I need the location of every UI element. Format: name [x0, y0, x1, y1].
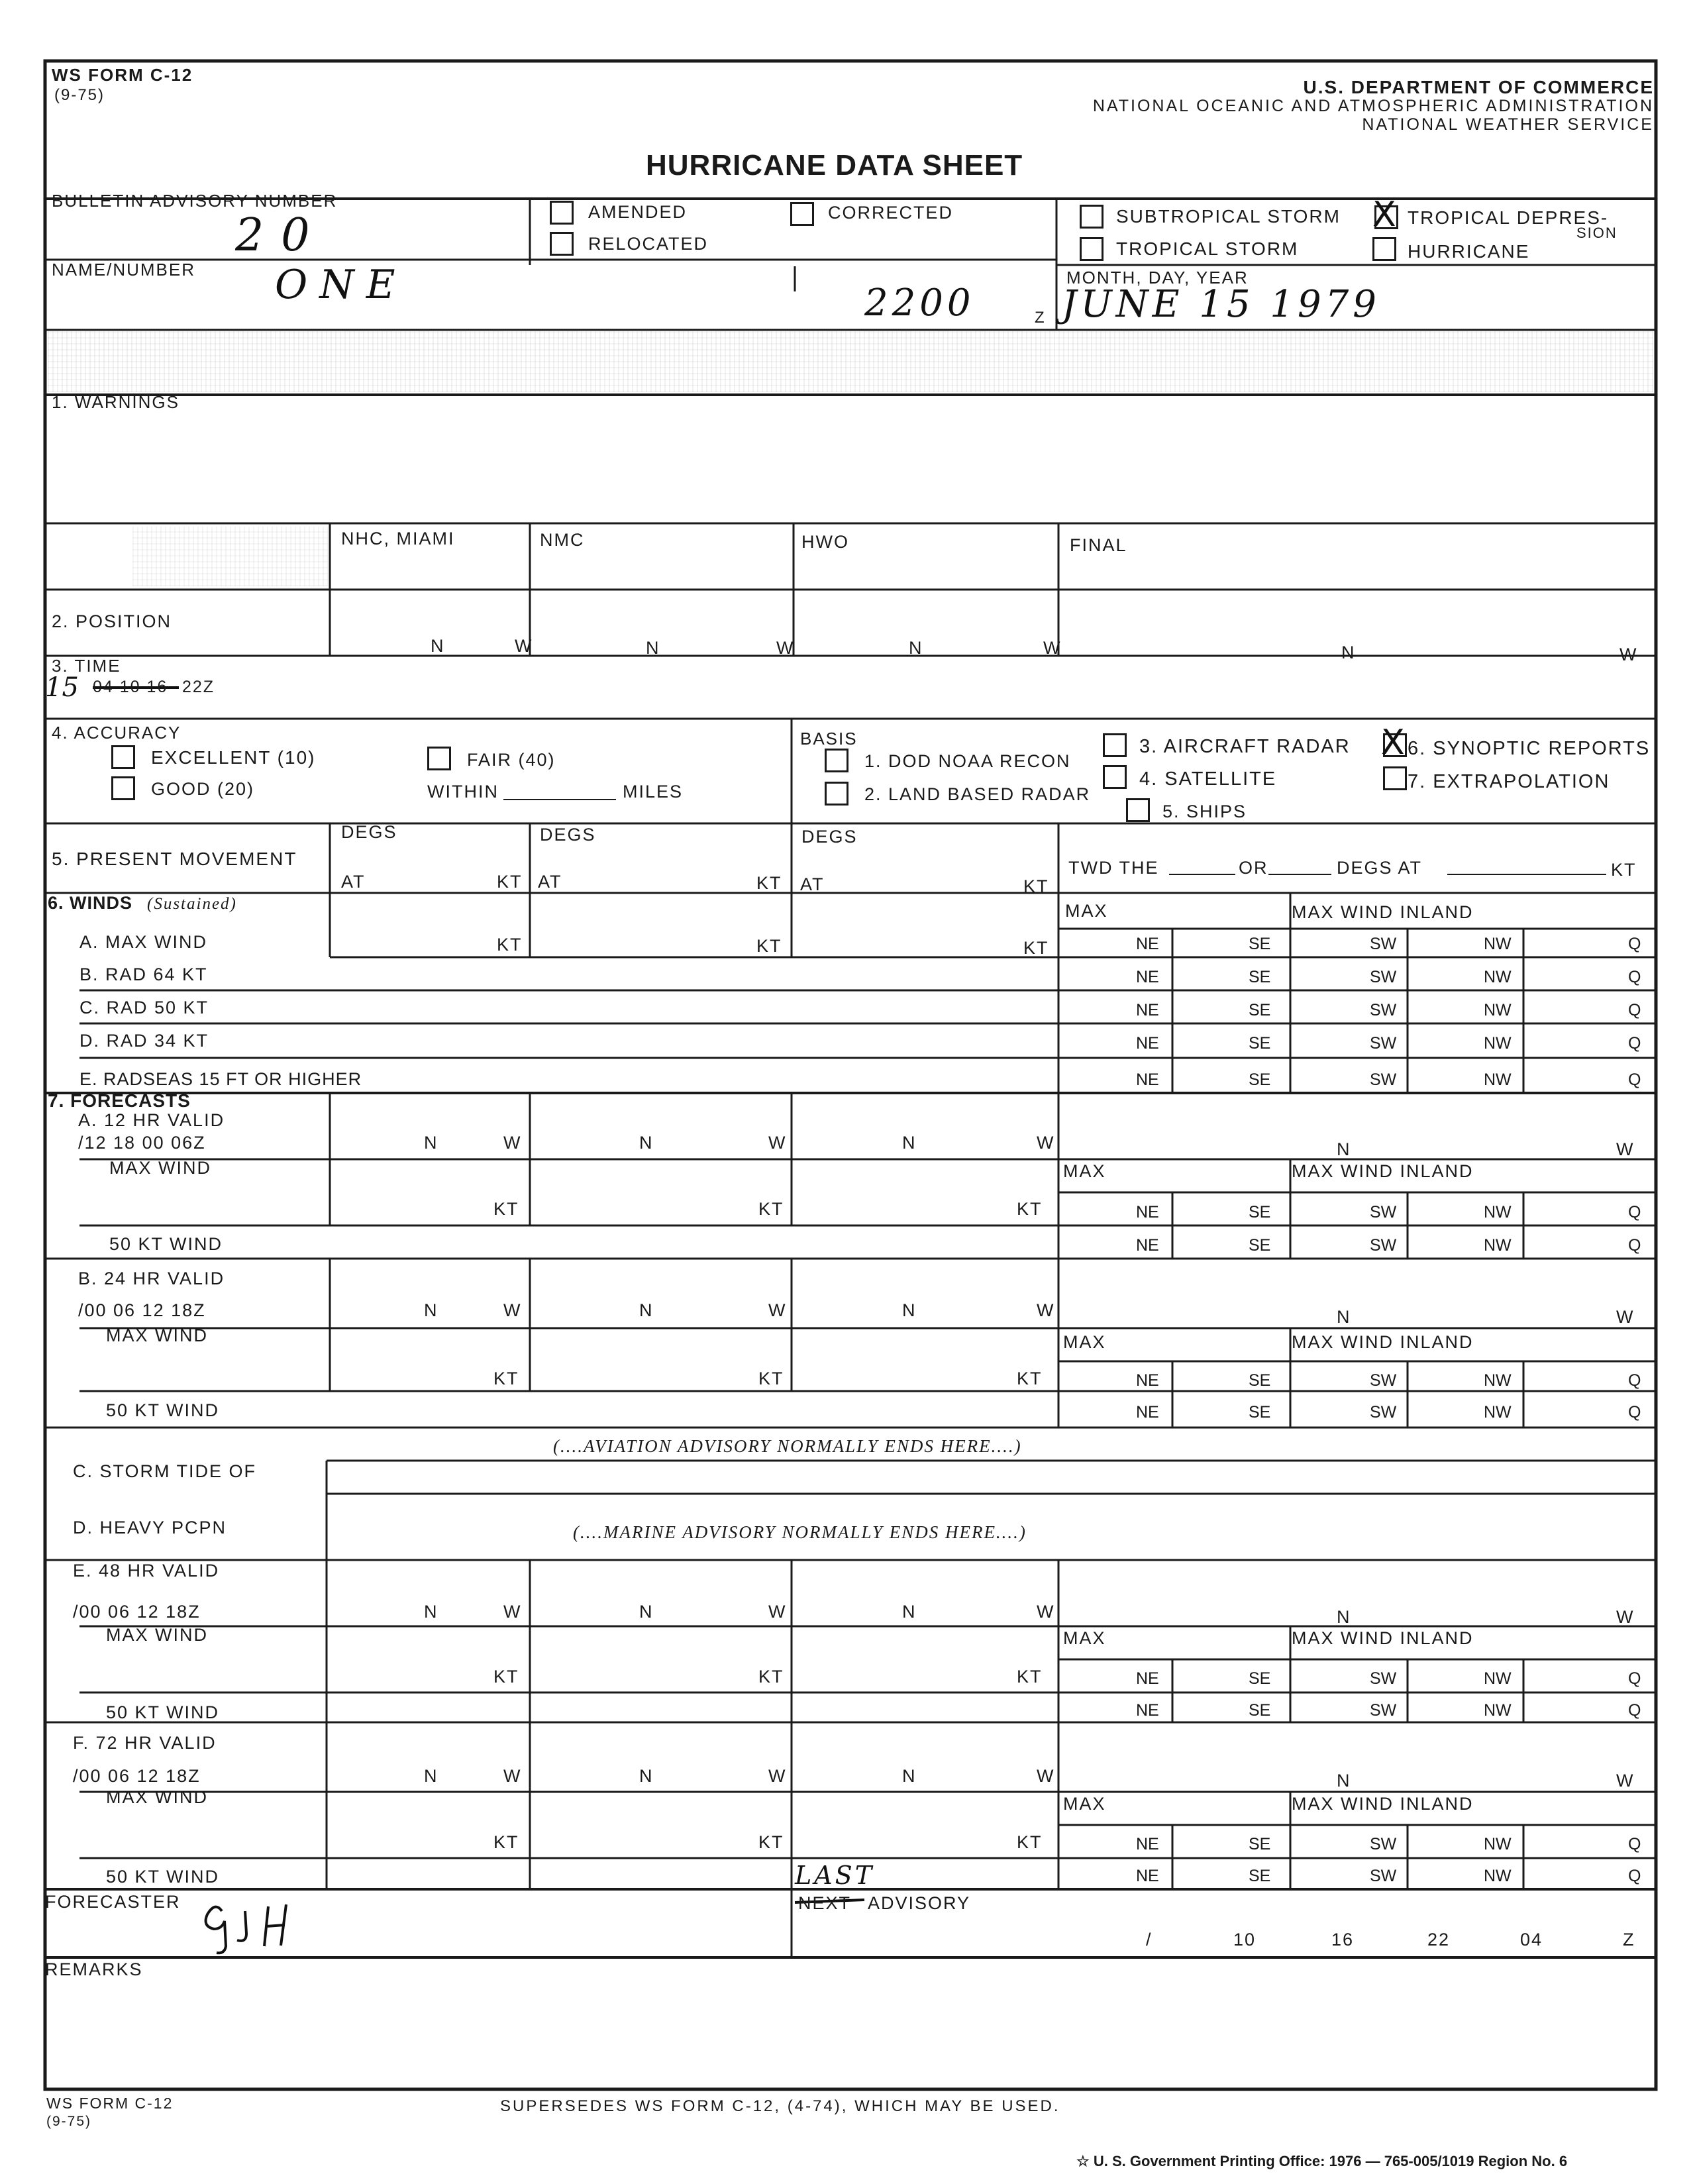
fc-b-w3: W [1037, 1300, 1055, 1320]
position-label: 2. POSITION [52, 611, 172, 631]
fc-f-n2: N [639, 1766, 654, 1786]
winds-row-2-ne: NE [1136, 968, 1159, 986]
fc-e-50kt-row-nw: NW [1484, 1701, 1512, 1720]
fcst-a-50kt: 50 KT WIND [109, 1234, 223, 1254]
satellite-label: 4. SATELLITE [1139, 768, 1277, 790]
aviation-note: (....AVIATION ADVISORY NORMALLY ENDS HERE....) [553, 1436, 1022, 1456]
service-name: NATIONAL WEATHER SERVICE [1362, 115, 1654, 134]
fair-label: FAIR (40) [467, 750, 556, 770]
tropical-storm-checkbox[interactable] [1080, 237, 1104, 261]
bulletin-label: BULLETIN ADVISORY NUMBER [52, 191, 338, 211]
fc-e-n4: N [1337, 1607, 1351, 1627]
fc-e-kt-row-nw: NW [1484, 1669, 1512, 1688]
fc-b-kt-row-sw: SW [1370, 1371, 1397, 1390]
fc-b-kt1: KT [493, 1369, 519, 1388]
name-number-label: NAME/NUMBER [52, 260, 196, 280]
kt-twd: KT [1611, 860, 1637, 880]
fc-a-50kt-row-q: Q [1628, 1236, 1641, 1255]
twd-label: TWD THE [1068, 858, 1159, 878]
fc-e-kt-row-se: SE [1249, 1669, 1271, 1688]
fc-f-50kt-row-sw: SW [1370, 1867, 1397, 1885]
corrected-checkbox[interactable] [790, 202, 814, 226]
synoptic-checked-mark: X [1381, 723, 1405, 762]
accuracy-label: 4. ACCURACY [52, 723, 181, 743]
miles-label: MILES [623, 782, 684, 802]
winds-row-3-q: Q [1628, 1001, 1641, 1019]
degs-1: DEGS [341, 822, 397, 842]
max-wind-kt-3: KT [1023, 938, 1049, 958]
winds-row-4-nw: NW [1484, 1034, 1512, 1053]
winds-row-2-sw: SW [1370, 968, 1397, 986]
kt-3: KT [1023, 876, 1049, 896]
pos-n-3: N [909, 638, 923, 658]
good-label: GOOD (20) [151, 779, 255, 799]
fc-f-kt1: KT [493, 1832, 519, 1852]
heavy-pcpn-label: D. HEAVY PCPN [73, 1518, 227, 1537]
time-label: 3. TIME [52, 656, 121, 676]
fcst-f-time: /00 06 12 18Z [73, 1766, 201, 1786]
ships-label: 5. SHIPS [1162, 802, 1247, 821]
kt-1: KT [497, 872, 523, 892]
fc-e-max-inland: MAX WIND INLAND [1292, 1628, 1474, 1648]
page-title: HURRICANE DATA SHEET [646, 149, 1023, 182]
fc-b-kt-row-se: SE [1249, 1371, 1271, 1390]
fcst-f-50kt: 50 KT WIND [106, 1867, 220, 1887]
pos-w-3: W [1043, 638, 1062, 658]
radseas-label: E. RADSEAS 15 FT OR HIGHER [79, 1069, 362, 1089]
movement-label: 5. PRESENT MOVEMENT [52, 849, 297, 869]
remarks-label: REMARKS [45, 1959, 143, 1979]
max-wind-label: A. MAX WIND [79, 932, 208, 952]
supersedes-note: SUPERSEDES WS FORM C-12, (4-74), WHICH MAY BE USED. [500, 2097, 1060, 2115]
winds-row-4-sw: SW [1370, 1034, 1397, 1053]
winds-sustained: (Sustained) [147, 895, 237, 913]
fc-f-max: MAX [1063, 1794, 1106, 1814]
winds-row-1-sw: SW [1370, 935, 1397, 953]
nmc-label: NMC [540, 530, 585, 550]
pos-n-2: N [646, 638, 660, 658]
extrapolation-label: 7. EXTRAPOLATION [1408, 771, 1610, 792]
adv-t10: 10 [1233, 1930, 1257, 1950]
degs-at-label: DEGS AT [1337, 858, 1423, 878]
satellite-checkbox[interactable] [1103, 765, 1127, 789]
time-struck-hours: 04 10 16 [93, 678, 168, 696]
fc-b-50kt-row-ne: NE [1136, 1403, 1159, 1422]
winds-row-1-nw: NW [1484, 935, 1512, 953]
forecasts-label: 7. FORECASTS [48, 1090, 191, 1111]
tropical-storm-label: TROPICAL STORM [1116, 238, 1299, 259]
checked-mark: X [1372, 195, 1396, 234]
winds-row-1-ne: NE [1136, 935, 1159, 953]
fc-f-n1: N [424, 1766, 438, 1786]
fc-b-50kt-row-nw: NW [1484, 1403, 1512, 1422]
fc-e-kt3: KT [1017, 1667, 1043, 1687]
pos-w-2: W [776, 638, 795, 658]
fc-f-kt3: KT [1017, 1832, 1043, 1852]
agency-name: NATIONAL OCEANIC AND ATMOSPHERIC ADMINISTRATION [1092, 97, 1654, 115]
max-wind-kt-1: KT [497, 935, 523, 955]
fcst-e-50kt: 50 KT WIND [106, 1702, 220, 1722]
winds-row-5-nw: NW [1484, 1070, 1512, 1089]
fcst-a-max-wind: MAX WIND [109, 1158, 211, 1178]
fc-e-kt2: KT [758, 1667, 784, 1687]
ships-checkbox[interactable] [1126, 798, 1150, 822]
fc-e-n1: N [424, 1602, 438, 1622]
fc-a-n1: N [424, 1133, 438, 1153]
relocated-label: RELOCATED [588, 234, 709, 254]
fc-f-kt-row-se: SE [1249, 1835, 1271, 1853]
fc-a-w4: W [1616, 1139, 1635, 1159]
adv-slash: / [1146, 1930, 1153, 1950]
bulletin-value: 20 [235, 209, 327, 262]
winds-row-2-nw: NW [1484, 968, 1512, 986]
winds-row-4-ne: NE [1136, 1034, 1159, 1053]
winds-row-4-q: Q [1628, 1034, 1641, 1053]
fc-a-kt2: KT [758, 1199, 784, 1219]
advisory-label: ADVISORY [868, 1893, 971, 1913]
fc-a-kt-row-q: Q [1628, 1203, 1641, 1222]
fc-b-max-inland: MAX WIND INLAND [1292, 1332, 1474, 1352]
fc-a-50kt-row-se: SE [1249, 1236, 1271, 1255]
fc-e-kt-row-q: Q [1628, 1669, 1641, 1688]
winds-row-4-se: SE [1249, 1034, 1271, 1053]
winds-row-1-q: Q [1628, 935, 1641, 953]
fc-f-50kt-row-nw: NW [1484, 1867, 1512, 1885]
tropical-depression-label: TROPICAL DEPRES- [1408, 207, 1609, 228]
fc-f-n4: N [1337, 1771, 1351, 1791]
redacted-cell [132, 527, 328, 586]
footer-form-id: WS FORM C-12 [46, 2095, 174, 2112]
dod-recon-checkbox[interactable] [825, 749, 848, 772]
fc-b-n2: N [639, 1300, 654, 1320]
fcst-b-label: B. 24 HR VALID [78, 1269, 225, 1288]
fc-b-kt-row-nw: NW [1484, 1371, 1512, 1390]
pos-n-1: N [431, 636, 445, 656]
fc-e-w1: W [503, 1602, 522, 1622]
hwo-label: HWO [801, 532, 849, 552]
fc-a-kt-row-se: SE [1249, 1203, 1271, 1222]
excellent-checkbox[interactable] [111, 745, 135, 769]
fc-b-n1: N [424, 1300, 438, 1320]
fc-e-kt1: KT [493, 1667, 519, 1687]
winds-row-2-se: SE [1249, 968, 1271, 986]
fc-e-50kt-row-ne: NE [1136, 1701, 1159, 1720]
fc-e-w4: W [1616, 1607, 1635, 1627]
winds-label: 6. WINDS [48, 893, 133, 913]
fcst-e-label: E. 48 HR VALID [73, 1561, 220, 1581]
amended-checkbox[interactable] [550, 201, 574, 225]
marine-note: (....MARINE ADVISORY NORMALLY ENDS HERE....) [573, 1522, 1027, 1542]
kt-2: KT [756, 873, 782, 893]
winds-row-1-se: SE [1249, 935, 1271, 953]
land-radar-label: 2. LAND BASED RADAR [864, 784, 1091, 804]
fc-e-w3: W [1037, 1602, 1055, 1622]
winds-row-5-se: SE [1249, 1070, 1271, 1089]
fcst-b-50kt: 50 KT WIND [106, 1400, 220, 1420]
fc-e-n2: N [639, 1602, 654, 1622]
pos-w-4: W [1619, 645, 1638, 664]
fc-a-50kt-row-sw: SW [1370, 1236, 1397, 1255]
winds-max: MAX [1065, 901, 1108, 921]
or-label: OR [1239, 858, 1268, 878]
fc-a-kt-row-ne: NE [1136, 1203, 1159, 1222]
footer-form-date: (9-75) [46, 2114, 92, 2129]
fc-a-n2: N [639, 1133, 654, 1153]
good-checkbox[interactable] [111, 776, 135, 800]
fc-a-kt1: KT [493, 1199, 519, 1219]
synoptic-label: 6. SYNOPTIC REPORTS [1408, 738, 1651, 759]
fc-a-w2: W [768, 1133, 787, 1153]
fc-a-w1: W [503, 1133, 522, 1153]
time-hand-value: 15 [45, 672, 79, 703]
adv-t04: 04 [1520, 1930, 1543, 1950]
max-wind-kt-2: KT [756, 936, 782, 956]
land-radar-checkbox[interactable] [825, 782, 848, 806]
rad34-label: D. RAD 34 KT [79, 1031, 209, 1051]
relocated-checkbox[interactable] [550, 232, 574, 256]
rad64-label: B. RAD 64 KT [79, 964, 208, 984]
hurricane-label: HURRICANE [1408, 241, 1530, 262]
fcst-e-max-wind: MAX WIND [106, 1625, 208, 1645]
fc-f-kt-row-sw: SW [1370, 1835, 1397, 1853]
fc-f-kt-row-ne: NE [1136, 1835, 1159, 1853]
fc-e-kt-row-sw: SW [1370, 1669, 1397, 1688]
winds-row-2-q: Q [1628, 968, 1641, 986]
fc-f-n3: N [902, 1766, 917, 1786]
next-struck: NEXT [798, 1893, 852, 1913]
fc-f-max-inland: MAX WIND INLAND [1292, 1794, 1474, 1814]
fc-b-w2: W [768, 1300, 787, 1320]
fc-f-w3: W [1037, 1766, 1055, 1786]
fc-b-50kt-row-q: Q [1628, 1403, 1641, 1422]
fcst-a-label: A. 12 HR VALID [78, 1110, 225, 1130]
fc-a-50kt-row-nw: NW [1484, 1236, 1512, 1255]
fc-f-50kt-row-ne: NE [1136, 1867, 1159, 1885]
within-label: WITHIN [427, 782, 499, 802]
date-value: JUNE 15 1979 [1062, 283, 1380, 326]
warnings-label: 1. WARNINGS [52, 392, 180, 412]
fc-b-kt3: KT [1017, 1369, 1043, 1388]
fc-b-n4: N [1337, 1307, 1351, 1327]
hurricane-checkbox[interactable] [1372, 237, 1396, 261]
fcst-e-time: /00 06 12 18Z [73, 1602, 201, 1622]
fcst-f-label: F. 72 HR VALID [73, 1733, 217, 1753]
fc-f-w4: W [1616, 1771, 1635, 1791]
adv-t16: 16 [1331, 1930, 1355, 1950]
basis-label: BASIS [800, 729, 858, 749]
fc-b-50kt-row-sw: SW [1370, 1403, 1397, 1422]
corrected-label: CORRECTED [828, 203, 954, 223]
fc-b-max: MAX [1063, 1332, 1106, 1352]
adv-t22: 22 [1427, 1930, 1451, 1950]
fc-e-50kt-row-q: Q [1628, 1701, 1641, 1720]
fc-b-kt2: KT [758, 1369, 784, 1388]
degs-2: DEGS [540, 825, 596, 845]
redacted-band [48, 331, 1653, 392]
rad50-label: C. RAD 50 KT [79, 998, 209, 1017]
fc-f-kt-row-q: Q [1628, 1835, 1641, 1853]
extrapolation-checkbox[interactable] [1383, 766, 1407, 790]
fcst-f-max-wind: MAX WIND [106, 1787, 208, 1807]
fc-b-50kt-row-se: SE [1249, 1403, 1271, 1422]
amended-label: AMENDED [588, 202, 688, 222]
fc-e-50kt-row-sw: SW [1370, 1701, 1397, 1720]
subtropical-storm-checkbox[interactable] [1080, 205, 1104, 229]
aircraft-radar-checkbox[interactable] [1103, 733, 1127, 757]
subtropical-storm-label: SUBTROPICAL STORM [1116, 206, 1341, 227]
winds-row-3-nw: NW [1484, 1001, 1512, 1019]
fc-f-50kt-row-q: Q [1628, 1867, 1641, 1885]
at-2: AT [538, 872, 562, 892]
fc-f-w1: W [503, 1766, 522, 1786]
fc-a-max: MAX [1063, 1161, 1106, 1181]
winds-row-5-sw: SW [1370, 1070, 1397, 1089]
fc-f-50kt-row-se: SE [1249, 1867, 1271, 1885]
storm-tide-label: C. STORM TIDE OF [73, 1461, 257, 1481]
fc-e-max: MAX [1063, 1628, 1106, 1648]
fc-a-n4: N [1337, 1139, 1351, 1159]
form-id: WS FORM C-12 [52, 65, 193, 85]
gpo-imprint: ☆ U. S. Government Printing Office: 1976 — 765-005/1019 Region No. 6 [1076, 2153, 1568, 2169]
fc-f-kt-row-nw: NW [1484, 1835, 1512, 1853]
winds-max-inland: MAX WIND INLAND [1292, 902, 1474, 922]
fc-b-kt-row-ne: NE [1136, 1371, 1159, 1390]
fc-f-kt2: KT [758, 1832, 784, 1852]
fc-a-kt-row-sw: SW [1370, 1203, 1397, 1222]
fc-b-n3: N [902, 1300, 917, 1320]
fc-f-w2: W [768, 1766, 787, 1786]
pos-n-4: N [1341, 643, 1356, 662]
adv-z: Z [1623, 1930, 1635, 1950]
department-name: U.S. DEPARTMENT OF COMMERCE [1303, 77, 1654, 97]
date-label: MONTH, DAY, YEAR [1066, 268, 1249, 287]
fc-e-n3: N [902, 1602, 917, 1622]
fc-a-n3: N [902, 1133, 917, 1153]
fc-a-max-inland: MAX WIND INLAND [1292, 1161, 1474, 1181]
forecaster-value [219, 1901, 284, 1933]
forecaster-label: FORECASTER [45, 1892, 181, 1912]
fc-a-50kt-row-ne: NE [1136, 1236, 1159, 1255]
last-advisory-hand: LAST [795, 1861, 875, 1890]
fcst-a-time: /12 18 00 06Z [78, 1133, 206, 1153]
nhc-label: NHC, MIAMI [341, 529, 455, 548]
time-suffix: 22Z [182, 678, 215, 696]
winds-row-3-se: SE [1249, 1001, 1271, 1019]
fc-e-w2: W [768, 1602, 787, 1622]
fc-b-w4: W [1616, 1307, 1635, 1327]
tropical-depression-label-cont: SION [1576, 225, 1618, 241]
winds-row-3-ne: NE [1136, 1001, 1159, 1019]
fc-a-kt-row-nw: NW [1484, 1203, 1512, 1222]
aircraft-radar-label: 3. AIRCRAFT RADAR [1139, 736, 1351, 757]
form-date: (9-75) [54, 86, 105, 104]
final-label: FINAL [1070, 535, 1127, 555]
dod-recon-label: 1. DOD NOAA RECON [864, 751, 1071, 771]
fc-b-w1: W [503, 1300, 522, 1320]
zulu-marker: Z [1035, 309, 1046, 327]
winds-row-3-sw: SW [1370, 1001, 1397, 1019]
fcst-b-time: /00 06 12 18Z [78, 1300, 206, 1320]
fc-a-w3: W [1037, 1133, 1055, 1153]
fair-checkbox[interactable] [427, 747, 451, 770]
pos-w-1: W [515, 636, 533, 656]
time-value: 2200 [864, 282, 975, 325]
at-1: AT [341, 872, 366, 892]
winds-row-5-q: Q [1628, 1070, 1641, 1089]
fc-e-50kt-row-se: SE [1249, 1701, 1271, 1720]
degs-3: DEGS [801, 827, 858, 847]
winds-row-5-ne: NE [1136, 1070, 1159, 1089]
excellent-label: EXCELLENT (10) [151, 747, 316, 768]
fcst-b-max-wind: MAX WIND [106, 1326, 208, 1345]
fc-e-kt-row-ne: NE [1136, 1669, 1159, 1688]
name-number-value: ONE [275, 262, 407, 308]
at-3: AT [800, 874, 825, 894]
fc-a-kt3: KT [1017, 1199, 1043, 1219]
fc-b-kt-row-q: Q [1628, 1371, 1641, 1390]
